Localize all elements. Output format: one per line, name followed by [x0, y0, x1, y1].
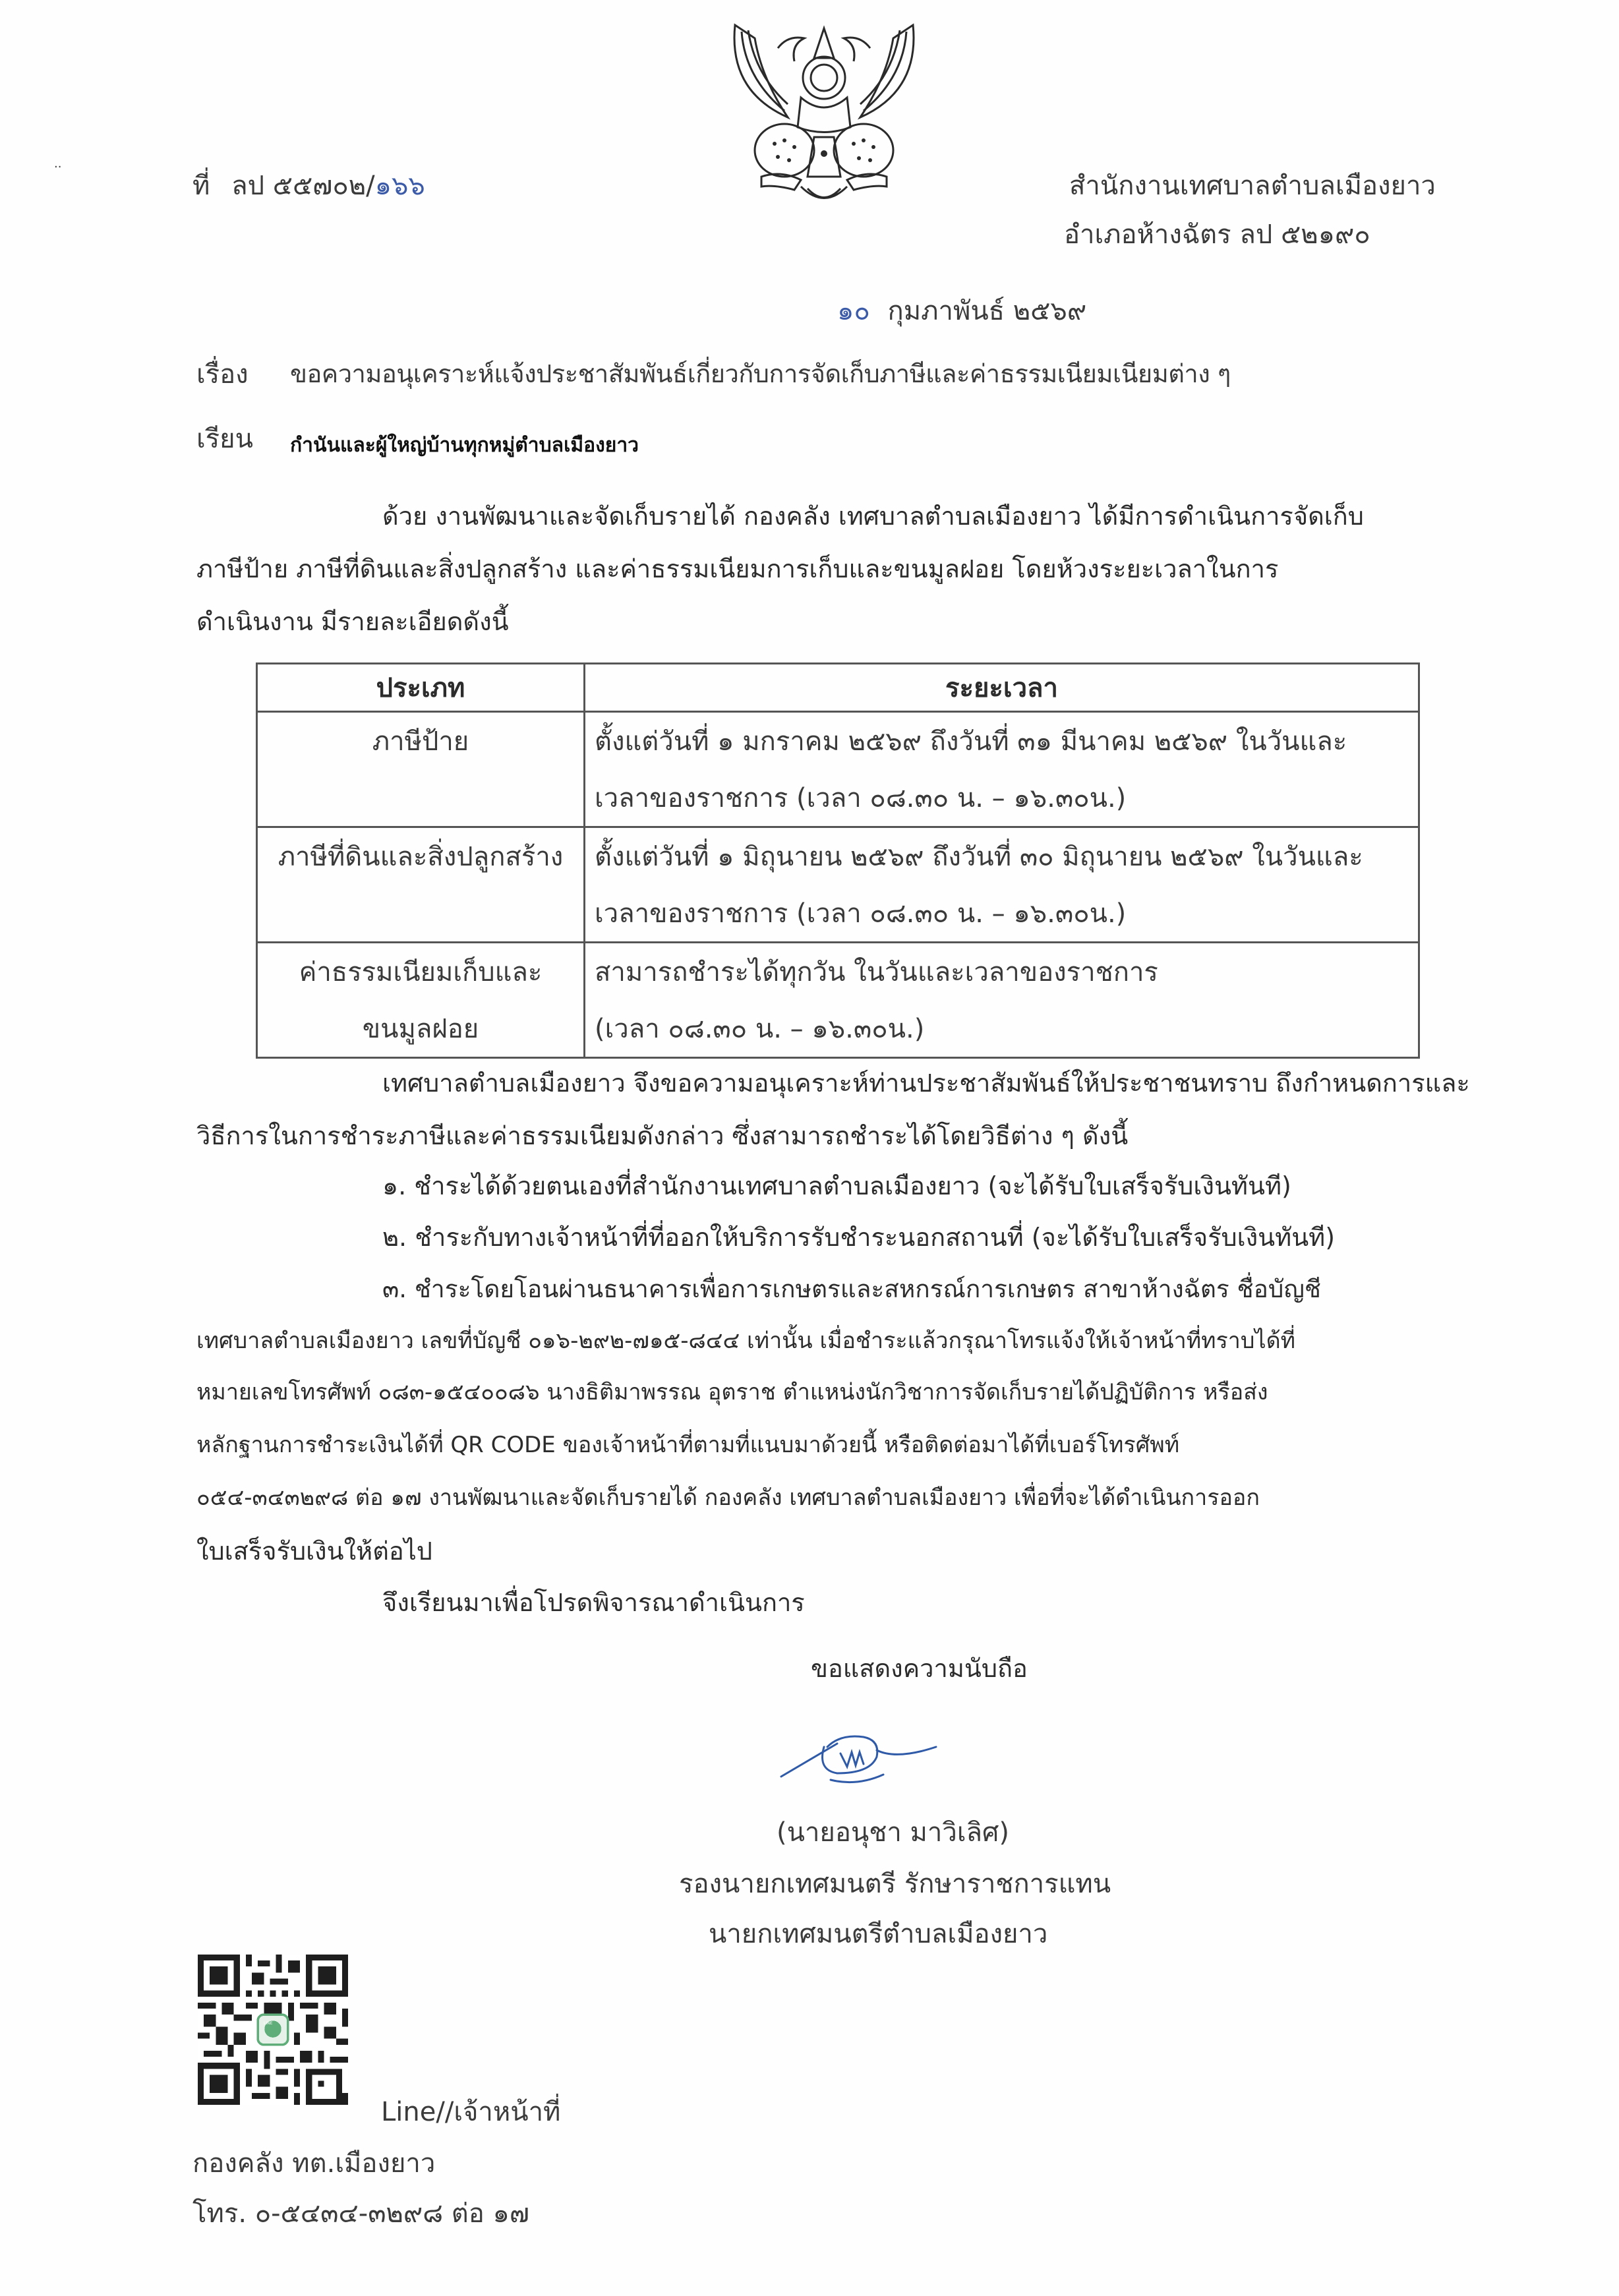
payment-method-3-line-5: ๐๕๔-๓๔๓๒๙๘ ต่อ ๑๗ งานพัฒนาและจัดเก็บรายได้ กองคลัง เทศบาลตำบลเมืองยาว เพื่อที่จะได้ดำเนินการออก: [196, 1485, 1260, 1511]
period-line: (เวลา ๐๘.๓๐ น. – ๑๖.๓๐น.): [595, 1014, 925, 1044]
payment-method-3-line-1: ๓. ชำระโดยโอนผ่านธนาคารเพื่อการเกษตรและสหกรณ์การเกษตร สาขาห้างฉัตร ชื่อบัญชี: [382, 1275, 1321, 1303]
row-type-cell: [257, 827, 585, 943]
tax-schedule-table: [256, 662, 1420, 1059]
intro-line-3: ดำเนินงาน มีรายละเอียดดังนี้: [196, 607, 509, 636]
type-text: ภาษีป้าย: [372, 726, 469, 757]
ref-number-handwritten: ๑๖๖: [374, 171, 425, 201]
table-header-row: [257, 664, 1419, 712]
garuda-emblem-icon: [715, 12, 933, 210]
row-period-cell: [585, 712, 1419, 827]
intro-line-1: ด้วย งานพัฒนาและจัดเก็บรายได้ กองคลัง เทศบาลตำบลเมืองยาว ได้มีการดำเนินการจัดเก็บ: [382, 502, 1364, 531]
salutation: ขอแสดงความนับถือ: [811, 1654, 1028, 1683]
letter-date: [837, 298, 1086, 324]
payment-method-1: ๑. ชำระได้ด้วยตนเองที่สำนักงานเทศบาลตำบลเมืองยาว (จะได้รับใบเสร็จรับเงินทันที): [382, 1171, 1291, 1200]
row-type-cell: [257, 712, 585, 827]
request-line-1: เทศบาลตำบลเมืองยาว จึงขอความอนุเคราะห์ท่านประชาสัมพันธ์ให้ประชาชนทราบ ถึงกำหนดการและ: [382, 1069, 1470, 1098]
type-text: ขนมูลฝอย: [362, 1014, 479, 1044]
type-text: ภาษีที่ดินและสิ่งปลูกสร้าง: [278, 842, 564, 872]
table-row: [257, 827, 1419, 943]
period-line: ตั้งแต่วันที่ ๑ มกราคม ๒๕๖๙ ถึงวันที่ ๓๑ มีนาคม ๒๕๖๙ ในวันและ: [595, 726, 1347, 757]
row-type-cell: [257, 943, 585, 1058]
recipient-label: เรียน: [196, 424, 253, 454]
signer-name: (นายอนุชา มาวิเลิศ): [777, 1817, 1010, 1848]
qr-caption: Line//เจ้าหน้าที่: [381, 2097, 561, 2127]
table-row: [257, 943, 1419, 1058]
recipient-text: กำนันและผู้ใหญ่บ้านทุกหมู่ตำบลเมืองยาว: [290, 434, 639, 457]
org-address: อำเภอห้างฉัตร ลป ๕๒๑๙๐: [1064, 220, 1370, 250]
table-row: [257, 712, 1419, 827]
reference-number: [192, 173, 425, 199]
date-day: ๑๐: [837, 296, 870, 326]
qr-center-label: LINE: [264, 2021, 273, 2026]
payment-method-3-line-2: เทศบาลตำบลเมืองยาว เลขที่บัญชี ๐๑๖-๒๙๒-๗๑๕-๘๔๔ เท่านั้น เมื่อชำระแล้วกรุณาโทรแจ้งให้เจ้าหน้าที่ทราบได้ที่: [196, 1328, 1296, 1354]
header-type: ประเภท: [257, 664, 585, 712]
margin-mark: ..: [54, 157, 62, 171]
payment-method-3-line-4: หลักฐานการชำระเงินได้ที่ QR CODE ของเจ้าหน้าที่ตามที่แนบมาด้วยนี้ หรือติดต่อมาได้ที่เบอร์โทรศัพท์: [196, 1432, 1180, 1458]
header-period: ระยะเวลา: [585, 664, 1419, 712]
signer-title-2: นายกเทศมนตรีตำบลเมืองยาว: [709, 1919, 1048, 1949]
footer-phone: โทร. ๐-๕๔๓๔-๓๒๙๘ ต่อ ๑๗: [192, 2198, 529, 2229]
subject-text: ขอความอนุเคราะห์แจ้งประชาสัมพันธ์เกี่ยวกับการจัดเก็บภาษีและค่าธรรมเนียมเนียมต่าง ๆ: [290, 359, 1231, 388]
period-line: สามารถชำระได้ทุกวัน ในวันและเวลาของราชการ: [595, 957, 1158, 987]
signature-icon: [778, 1721, 949, 1793]
period-line: ตั้งแต่วันที่ ๑ มิถุนายน ๒๕๖๙ ถึงวันที่ ๓๐ มิถุนายน ๒๕๖๙ ในวันและ: [595, 842, 1363, 872]
payment-method-3-line-6: ใบเสร็จรับเงินให้ต่อไป: [196, 1537, 432, 1566]
period-line: เวลาของราชการ (เวลา ๐๘.๓๐ น. – ๑๖.๓๐น.): [595, 898, 1127, 929]
type-text: ค่าธรรมเนียมเก็บและ: [299, 957, 543, 987]
closing-request: จึงเรียนมาเพื่อโปรดพิจารณาดำเนินการ: [382, 1588, 805, 1617]
subject-label: เรื่อง: [196, 359, 249, 390]
period-line: เวลาของราชการ (เวลา ๐๘.๓๐ น. – ๑๖.๓๐น.): [595, 783, 1127, 813]
payment-method-3-line-3: หมายเลขโทรศัพท์ ๐๘๓-๑๕๔๐๐๘๖ นางธิติมาพรรณ อุตราช ตำแหน่งนักวิชาการจัดเก็บรายได้ปฏิบัติการ หรือส่ง: [196, 1379, 1268, 1405]
row-period-cell: [585, 943, 1419, 1058]
payment-method-2: ๒. ชำระกับทางเจ้าหน้าที่ที่ออกให้บริการรับชำระนอกสถานที่ (จะได้รับใบเสร็จรับเงินทันที): [382, 1223, 1336, 1252]
intro-line-2: ภาษีป้าย ภาษีที่ดินและสิ่งปลูกสร้าง และค่าธรรมเนียมการเก็บและขนมูลฝอย โดยห้วงระยะเวลาในการ: [196, 554, 1279, 583]
line-qr-code-icon: [198, 1955, 348, 2105]
ref-number-printed: ลป ๕๕๗๐๒/: [231, 171, 375, 201]
signer-title-1: รองนายกเทศมนตรี รักษาราชการแทน: [679, 1869, 1111, 1899]
date-month-year: กุมภาพันธ์ ๒๕๖๙: [887, 296, 1087, 326]
ref-label: ที่: [192, 171, 210, 201]
org-name: สำนักงานเทศบาลตำบลเมืองยาว: [1069, 171, 1436, 201]
footer-department: กองคลัง ทต.เมืองยาว: [192, 2148, 436, 2179]
row-period-cell: [585, 827, 1419, 943]
request-line-2: วิธีการในการชำระภาษีและค่าธรรมเนียมดังกล่าว ซึ่งสามารถชำระได้โดยวิธีต่าง ๆ ดังนี้: [196, 1121, 1129, 1150]
